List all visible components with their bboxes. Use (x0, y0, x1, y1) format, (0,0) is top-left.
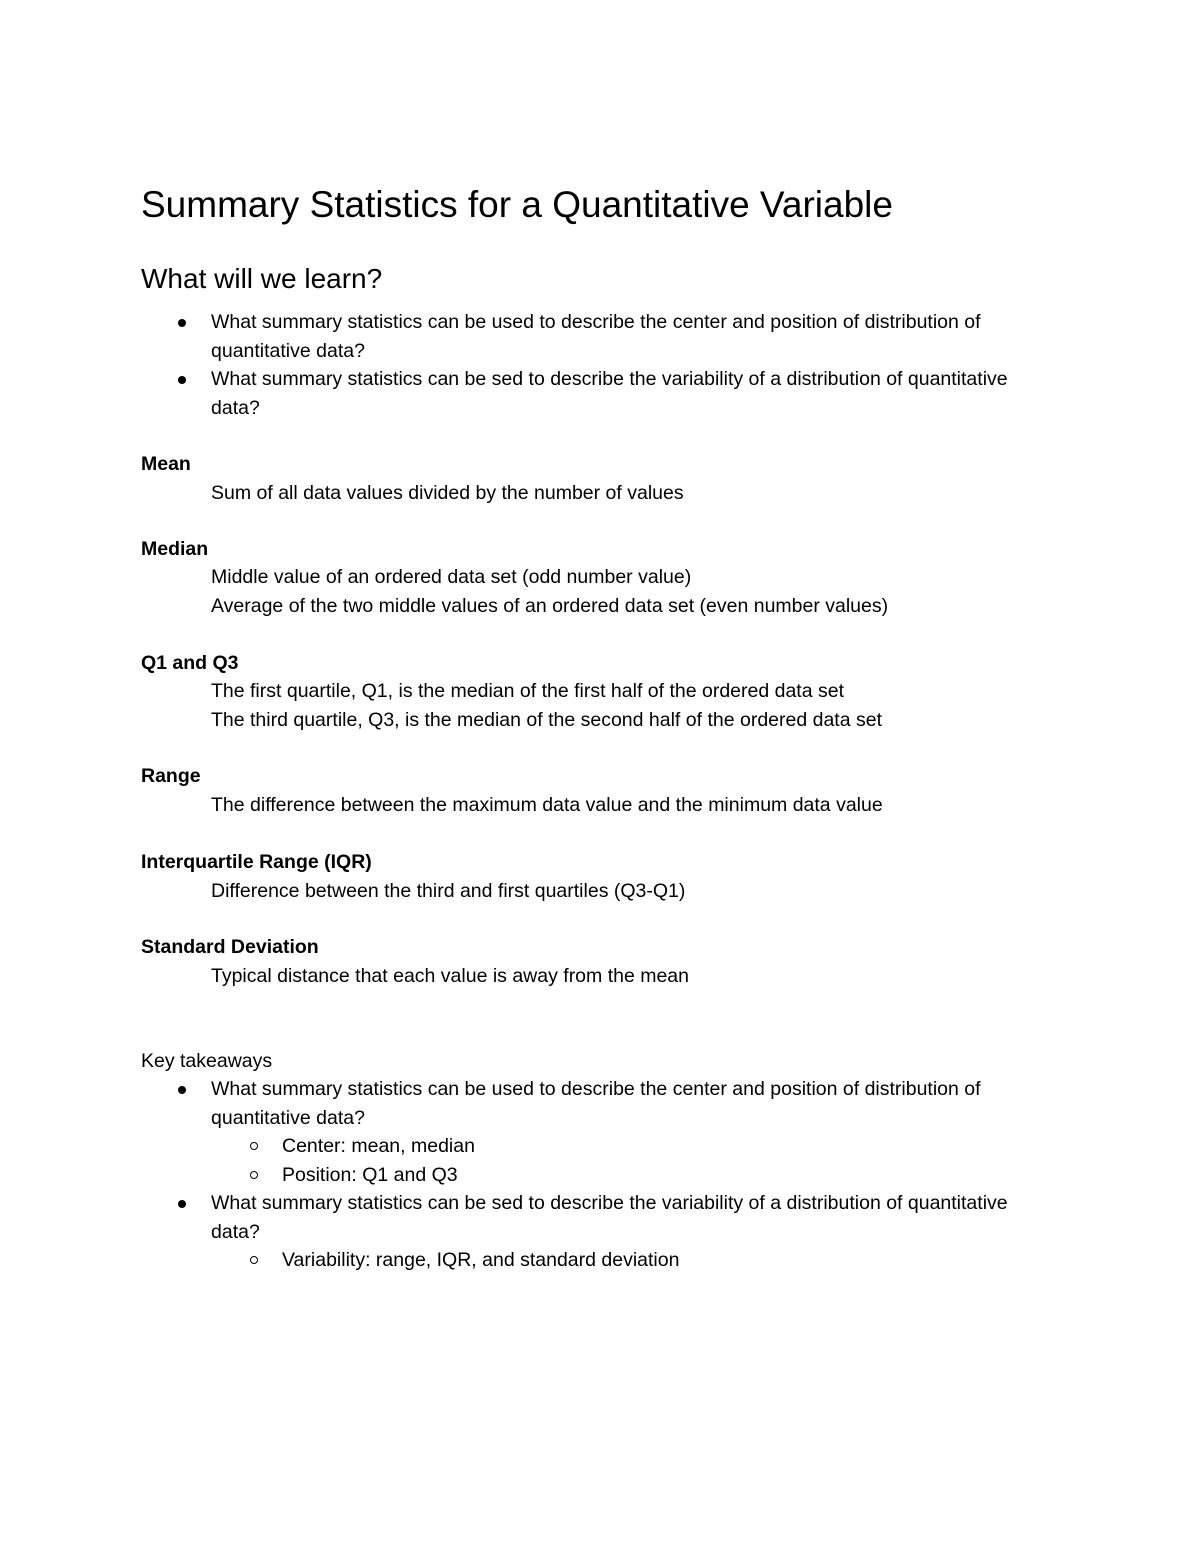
bullet-icon (178, 376, 186, 384)
bullet-icon (178, 1086, 186, 1094)
term-iqr: Interquartile Range (IQR) (141, 851, 372, 873)
list-item-text: What summary statistics can be used to describe the center and position of distribution of quantitative data? (211, 311, 981, 362)
list-item-text: What summary statistics can be sed to describe the variability of a distribution of quantitative data? (211, 1192, 1008, 1243)
takeaways-heading: Key takeaways (141, 1050, 273, 1072)
definition-range: The difference between the maximum data value and the minimum data value (211, 794, 883, 816)
definition-median-even: Average of the two middle values of an ordered data set (even number values) (211, 595, 889, 617)
term-median: Median (141, 538, 209, 560)
bullet-icon (178, 319, 186, 327)
learn-list (141, 308, 1061, 422)
list-item-text: What summary statistics can be used to describe the center and position of distribution of quantitative data? (211, 1078, 981, 1129)
sub-list-item-text: Center: mean, median (282, 1135, 475, 1157)
term-mean: Mean (141, 453, 191, 475)
definition-q1: The first quartile, Q1, is the median of the first half of the ordered data set (211, 680, 844, 702)
definition-mean: Sum of all data values divided by the number of values (211, 482, 684, 504)
circle-bullet-icon (250, 1171, 258, 1179)
definition-q3: The third quartile, Q3, is the median of the second half of the ordered data set (211, 709, 882, 731)
circle-bullet-icon (250, 1142, 258, 1150)
takeaways-list (141, 1075, 1061, 1275)
list-item-text: What summary statistics can be sed to describe the variability of a distribution of quantitative data? (211, 368, 1008, 419)
term-quartiles: Q1 and Q3 (141, 652, 239, 674)
sub-list-item (141, 1132, 1061, 1161)
sub-list-item-text: Position: Q1 and Q3 (282, 1163, 458, 1186)
term-range: Range (141, 765, 201, 787)
definition-iqr: Difference between the third and first quartiles (Q3-Q1) (211, 880, 686, 902)
list-item (141, 1189, 1061, 1246)
definition-median-odd: Middle value of an ordered data set (odd number value) (211, 566, 692, 588)
sub-list-item (141, 1246, 1061, 1275)
page-title: Summary Statistics for a Quantitative Variable (141, 184, 893, 225)
bullet-icon (178, 1200, 186, 1208)
sub-list-item-text: Variability: range, IQR, and standard deviation (282, 1249, 680, 1271)
learn-heading: What will we learn? (141, 263, 383, 294)
term-standard-deviation: Standard Deviation (141, 936, 319, 958)
sub-list-item (141, 1161, 1061, 1190)
list-item (141, 365, 1061, 422)
circle-bullet-icon (250, 1256, 258, 1264)
list-item (141, 308, 1061, 365)
definition-standard-deviation: Typical distance that each value is away from the mean (211, 965, 689, 987)
list-item (141, 1075, 1061, 1132)
